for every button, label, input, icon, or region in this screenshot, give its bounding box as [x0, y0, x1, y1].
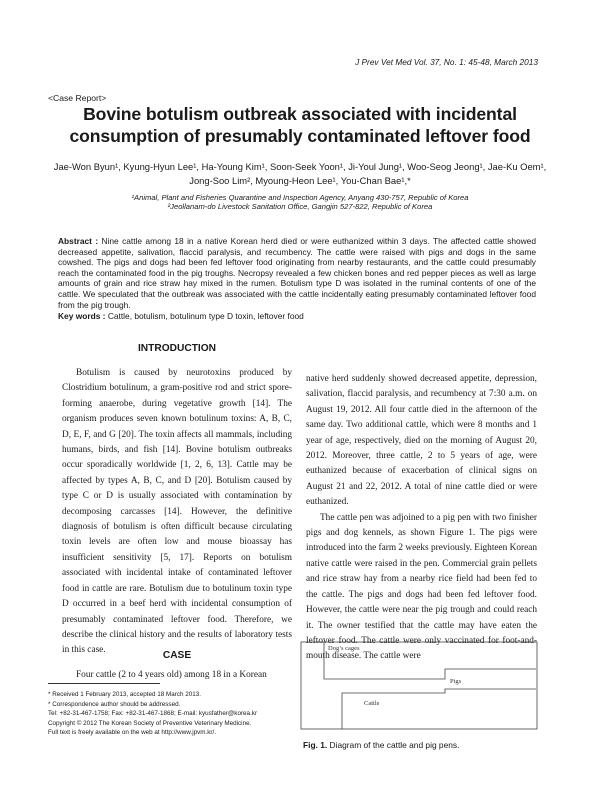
pen-diagram [300, 641, 538, 730]
figure-caption-label: Fig. 1. [303, 740, 328, 750]
footnote-divider [48, 683, 160, 684]
footnote-received: * Received 1 February 2013, accepted 18 March 2013. [48, 691, 201, 698]
pig-pen-boundary [342, 689, 536, 729]
affiliation-1: ¹Animal, Plant and Fisheries Quarantine and Inspection Agency, Anyang 430-757, Republic of Korea [131, 193, 469, 202]
abstract-text: Nine cattle among 18 in a native Korean herd died or were euthanized within 3 days. The affected cattle showed decreased appetite, salivation, flaccid paralysis, and recumbency. The cattle were raised with pigs and dogs in the same cowshed. The pigs and dogs had been fed leftover food originating from nearby restaurants, and the cattle could presumably reach the contaminated food in the pig troughs. Necropsy revealed a few chicken bones and red pepper pieces as well as large amounts of grain and rice straw hay mixed in the rumen. Botulism type D was isolated in the ruminal contents of one of the cattle. We speculated that the outbreak was associated with the cattle incidentally eating presumably contaminated leftover food from the pig trough. [58, 236, 537, 310]
keywords-text: Cattle, botulism, botulinum type D toxin, leftover food [107, 311, 304, 321]
case-paragraph-2: The cattle pen was adjoined to a pig pen with two finisher pigs and dog kennels, as shown Figure 1. The pigs were introduced into the farm 2 weeks previously. Eighteen Korean native cattle were raised in the pen. Commercial grain pellets and rice straw hay from a nearby rice field had been fed to the cattle. The pigs and dogs had been fed leftover food. However, the cattle were near the pig trough and could reach it. The owner testified that the cattle may have eaten the leftover food. The cattle were only vaccinated for foot-and-mouth disease. The cattle were [306, 512, 537, 662]
footnote-availability: Full text is freely available on the web at http://www.jpvm.kr/. [48, 729, 216, 737]
diagram-frame [301, 642, 537, 729]
paper-title [40, 103, 560, 147]
keywords [58, 311, 536, 321]
introduction-paragraph: Botulism is caused by neurotoxins produced by Clostridium botulinum, a gram-positive rod and strict spore-forming anaerobe, during vegetative growth [14]. The organism produces seven known botulinum toxins: A, B, C, D, E, F, and G [20]. The toxin affects all mammals, including humans, birds, and fish [14]. Bovine botulism outbreaks occur sporadically worldwide [1, 2, 6, 13]. Cattle may be affected by types A, B, C, and D [20]. Botulism caused by type C or D is usually associated with contamination by decomposing carcasses [14]. However, the definitive diagnosis of botulism is often difficult because circulating toxin levels are often low and mouse bioassay has insufficient sensitivity [5, 17]. Reports on botulism associated with incidental intake of contaminated leftover food in cattle are rare. Botulism due to botulinum toxin type D occurred in a beef herd with incidental consumption of presumably contaminated leftover food. Therefore, we describe the clinical history and the results of laboratory tests in this case. [62, 368, 292, 656]
figure-caption-text: Diagram of the cattle and pig pens. [329, 740, 460, 750]
case-paragraph: Four cattle (2 to 4 years old) among 18 in a Korean [76, 670, 267, 680]
introduction-body [62, 366, 292, 659]
abstract [58, 236, 536, 310]
title-line-1: Bovine botulism outbreak associated with incidental [83, 104, 517, 124]
report-type: <Case Report> [48, 93, 107, 103]
title-line-2: consumption of presumably contaminated leftover food [69, 126, 531, 146]
cattle-label: Cattle [364, 700, 380, 707]
footnotes [48, 690, 308, 738]
introduction-heading: INTRODUCTION [137, 343, 217, 354]
case-continued-body [306, 372, 537, 665]
author-list [40, 160, 560, 188]
authors-line-1: Jae-Won Byun¹, Kyung-Hyun Lee¹, Ha-Young Kim¹, Soon-Seek Yoon¹, Ji-Youl Jung¹, Woo-Seog Jeong¹, Jae-Ku Oem¹, [53, 161, 547, 172]
affiliation-2: ²Jeollanam-do Livestock Sanitation Office, Gangjin 527-822, Republic of Korea [167, 202, 433, 211]
authors-line-2: Jong-Soo Lim², Myoung-Heon Lee¹, You-Chan Bae¹,* [189, 175, 411, 186]
journal-header: J Prev Vet Med Vol. 37, No. 1: 45-48, March 2013 [355, 57, 538, 67]
footnote-contact: Tel: +82-31-467-1758; Fax: +82-31-467-1868; E-mail: kyusfather@korea.kr [48, 710, 258, 718]
case-body [62, 668, 292, 683]
footnote-copyright: Copyright © 2012 The Korean Society of Preventive Veterinary Medicine. [48, 719, 252, 727]
abstract-label: Abstract : [58, 236, 99, 246]
pigs-label: Pigs [450, 678, 462, 685]
case-paragraph-1: native herd suddenly showed decreased appetite, depression, salivation, flaccid paralysis, and recumbency at 7:30 a.m. on August 19, 2012. All four cattle died in the afternoon of the same day. Two additional cattle, which were 8 months and 1 year of age, respectively, died on the morning of August 20, 2012. Moreover, three cattle, 2 to 5 years of age, were euthanized because of exacerbation of clinical signs on August 21 and 22, 2012. A total of nine cattle died or were euthanized. [306, 374, 537, 508]
keywords-label: Key words : [58, 311, 106, 321]
figure-caption [303, 740, 459, 750]
footnote-correspondence: * Correspondence author should be addressed. [48, 700, 181, 708]
affiliations [60, 193, 540, 211]
dogs-cage-label: Dog’s cages [328, 645, 360, 652]
case-heading: CASE [162, 650, 192, 661]
